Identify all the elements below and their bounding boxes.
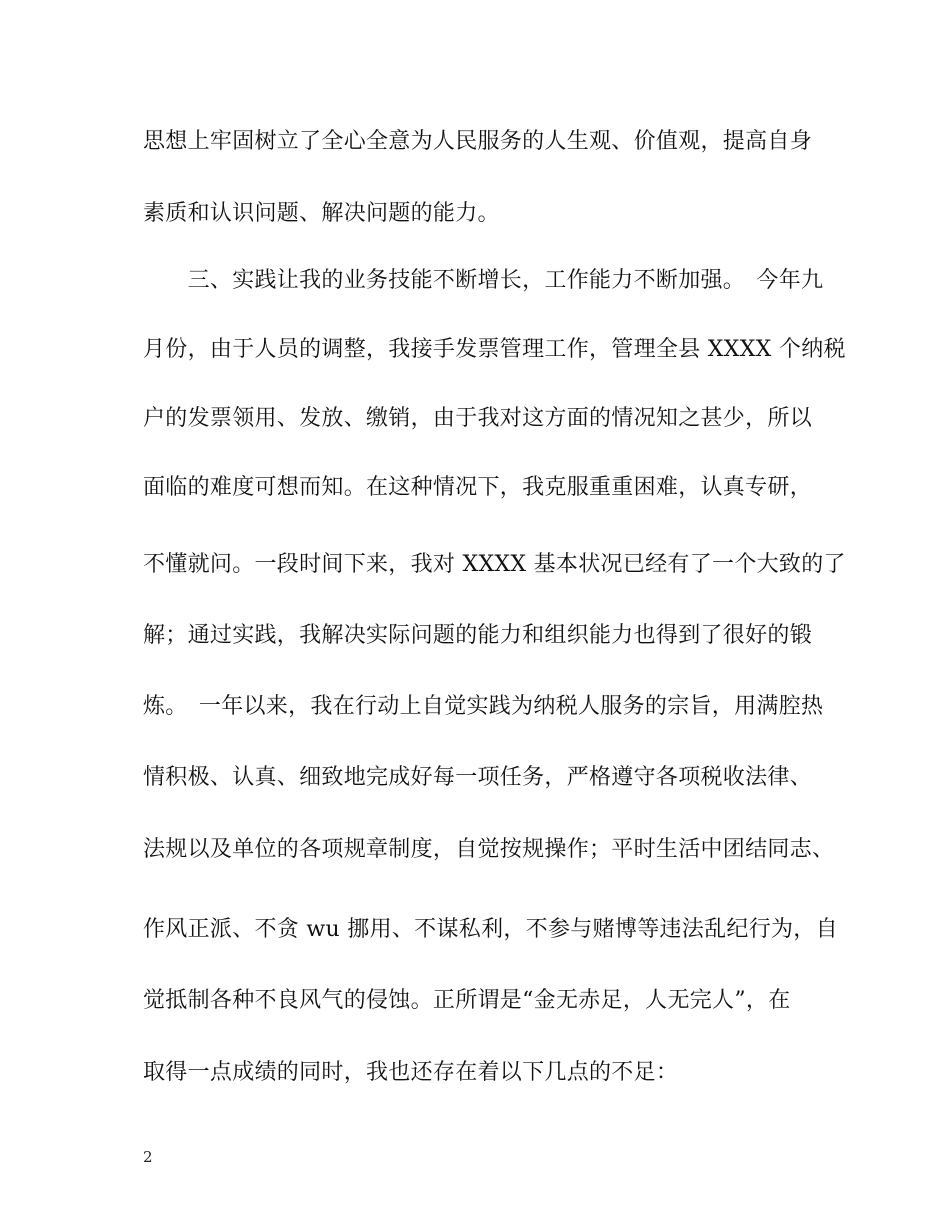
body-text-line: 素质和认识问题、解决问题的能力。 (143, 201, 500, 226)
body-text-line: 法规以及单位的各项规章制度，自觉按规操作；平时生活中团结同志、 (143, 837, 835, 862)
body-text-line: 思想上牢固树立了全心全意为人民服务的人生观、价值观，提高自身 (143, 129, 813, 154)
page-number: 2 (143, 1148, 153, 1166)
body-text-line: 炼。 一年以来，我在行动上自觉实践为纳税人服务的宗旨，用满腔热 (143, 694, 824, 719)
body-text-line: 三、实践让我的业务技能不断增长，工作能力不断加强。 今年九 (143, 268, 824, 293)
body-text-line: 月份，由于人员的调整，我接手发票管理工作，管理全县 XXXX 个纳税 (143, 337, 846, 362)
body-text-line: 不懂就问。一段时间下来，我对 XXXX 基本状况已经有了一个大致的了 (143, 552, 846, 577)
body-text-line: 面临的难度可想而知。在这种情况下，我克服重重困难，认真专研， (143, 475, 813, 500)
body-text-line: 情积极、认真、细致地完成好每一项任务，严格遵守各项税收法律、 (143, 765, 813, 790)
body-text-line: 作风正派、不贪 wu 挪用、不谋私利，不参与赌博等违法乱纪行为，自 (143, 917, 838, 942)
body-text-line: 解；通过实践，我解决实际问题的能力和组织能力也得到了很好的锻 (143, 623, 813, 648)
body-text-line: 取得一点成绩的同时，我也还存在着以下几点的不足： (143, 1060, 679, 1085)
body-text-line: 户的发票领用、发放、缴销，由于我对这方面的情况知之甚少，所以 (143, 406, 813, 431)
body-text-line: 觉抵制各种不良风气的侵蚀。正所谓是“金无赤足，人无完人”，在 (143, 988, 791, 1013)
